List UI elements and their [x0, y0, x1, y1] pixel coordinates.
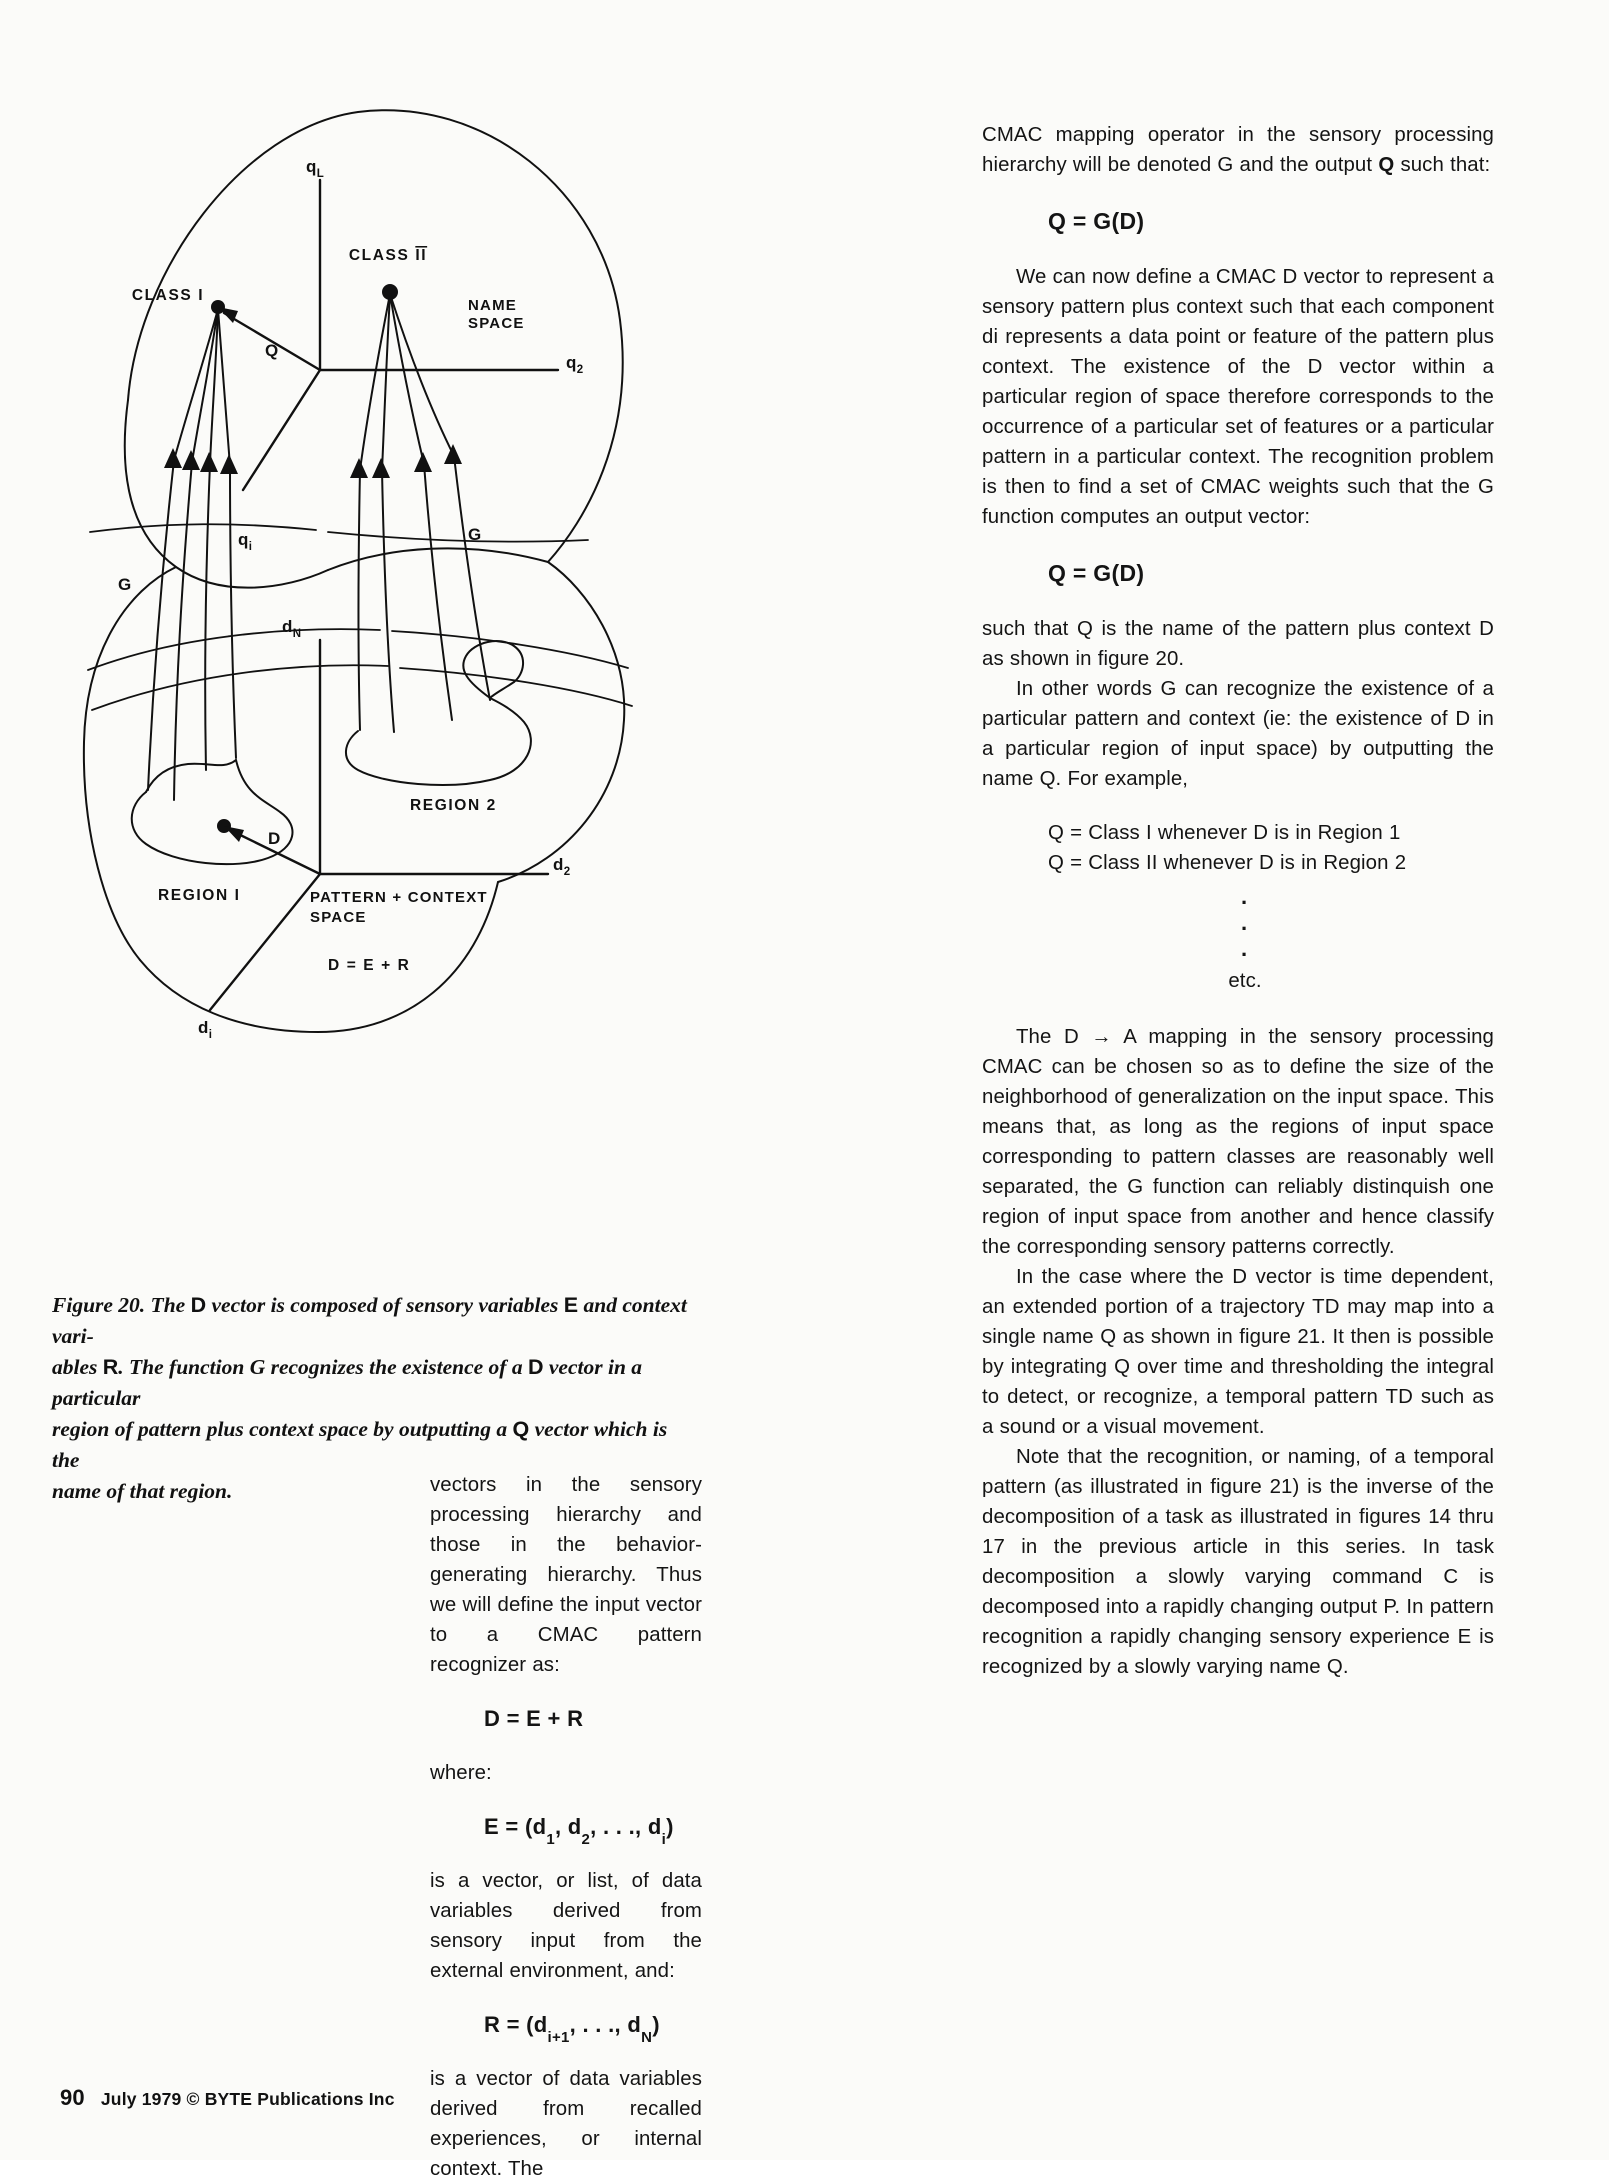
mid-paragraph-2: is a vector, or list, of data variables derived from sensory input from the external environment, and: — [430, 1870, 702, 1982]
label-q2: $q_2$ — [566, 353, 584, 376]
label-pattern-context-1: PATTERN + CONTEXT — [310, 889, 488, 906]
caption-text-2b: . The function G recognizes the existence of a — [118, 1355, 528, 1379]
caption-text-4: name of that region. — [52, 1479, 233, 1503]
label-name-space-2: SPACE — [468, 315, 525, 332]
equation-2-Q-equals-G-D: Q = G(D) — [1048, 560, 1145, 586]
right-paragraph-5: The D → A mapping in the sensory processing CMAC can be chosen so as to define the size of the neighborhood of generalization on the input space. This means that, as long as the regions of input space corresponding to pattern classes are reasonably well separated, the G function can reliably distinquish one region of input space from another and hence classify the corresponding sensory patterns correctly. — [982, 1026, 1494, 1258]
caption-text-1c: and context vari- — [52, 1293, 687, 1348]
caption-text-1b: vector is composed of sensory variables — [206, 1293, 564, 1317]
right-para1-b: such that: — [1394, 154, 1491, 176]
label-qi: $q_i$ — [238, 530, 253, 553]
vertical-dot-3: . — [1240, 936, 1250, 961]
label-region-2: REGION 2 — [410, 797, 497, 814]
page-footer — [60, 2085, 395, 2111]
label-Q-vector: Q — [265, 341, 279, 360]
label-class-1: CLASS I — [131, 287, 205, 304]
caption-text-2a: ables — [52, 1355, 103, 1379]
caption-text-3a: region of pattern plus context space by outputting a — [52, 1417, 513, 1441]
figure-20-diagram — [28, 70, 688, 1300]
page-number: 90 — [60, 2085, 85, 2110]
eq-E-sub-3: i — [661, 1830, 667, 1848]
mid-paragraph-3: is a vector of data variables derived from recalled experiences, or internal context. The — [430, 2068, 702, 2180]
label-class-2: CLASS II — [348, 247, 428, 264]
eq-R-sub-2: N — [641, 2028, 653, 2046]
footer-imprint: July 1979 © BYTE Publications Inc — [100, 2089, 395, 2109]
eq-R-sub-1: i+1 — [547, 2028, 570, 2046]
caption-E: E — [563, 1293, 579, 1317]
mid-where-label: where: — [430, 1762, 492, 1784]
example-line-1: Q = Class I whenever D is in Region 1 — [1048, 822, 1401, 844]
eq-E-sub-1: 1 — [546, 1830, 555, 1848]
right-paragraph-4: In other words G can recognize the existence of a particular pattern and context (ie: the existence of D in a particular region of input space) by outputting the name Q. For example, — [982, 678, 1494, 790]
eq-E-dots: , . . ., d — [590, 1814, 662, 1839]
caption-Q: Q — [512, 1417, 530, 1441]
label-region-1: REGION I — [158, 887, 241, 904]
caption-R: R — [102, 1355, 119, 1379]
etc-label: etc. — [1228, 970, 1262, 992]
label-pattern-context-2: SPACE — [310, 909, 367, 926]
eq-E-mid: , d — [554, 1814, 582, 1839]
eq-E-sub-2: 2 — [581, 1830, 591, 1848]
label-name-space-1: NAME — [468, 297, 517, 314]
right-paragraph-3: such that Q is the name of the pattern plus context D as shown in figure 20. — [982, 618, 1494, 670]
middle-text-column — [430, 1470, 702, 2184]
eq-R-end: ) — [652, 2012, 660, 2037]
label-d2: $d_2$ — [553, 855, 571, 878]
right-text-column — [982, 120, 1494, 1682]
axis-qi — [243, 370, 320, 490]
equation-D-equals-E-plus-R: D = E + R — [484, 1706, 584, 1731]
mid-paragraph-1: vectors in the sensory processing hierarchy and those in the behavior-generating hierarchy. Thus we will define the input vector to a CMAC pattern recognizer as: — [430, 1474, 702, 1676]
label-qL: $q_L$ — [306, 157, 325, 180]
caption-text-3b: vector which is the — [52, 1417, 668, 1472]
vertical-dot-1: . — [1240, 884, 1250, 909]
eq-E-pre: E = (d — [484, 1814, 547, 1839]
eq-R-dots: , . . ., d — [569, 2012, 642, 2037]
example-line-2: Q = Class II whenever D is in Region 2 — [1048, 852, 1407, 874]
caption-text-1: Figure 20. The — [52, 1293, 191, 1317]
equation-1-Q-equals-G-D: Q = G(D) — [1048, 208, 1145, 234]
right-paragraph-6: In the case where the D vector is time dependent, an extended portion of a trajectory TD may map into a single name Q as shown in figure 21. It then is possible by integrating Q over time and thresholding the integral to detect, or recognize, a temporal pattern TD such as a sound or a visual movement. — [982, 1266, 1494, 1438]
label-G-left: G — [118, 575, 132, 594]
eq-R-pre: R = (d — [484, 2012, 548, 2037]
label-G-right: G — [468, 525, 482, 544]
right-paragraph-1 — [982, 120, 1494, 180]
right-para1-a: CMAC mapping operator in the sensory processing hierarchy will be denoted G and the output — [982, 124, 1494, 176]
label-D-vector: D — [268, 829, 281, 848]
label-figure-equation: D = E + R — [328, 957, 411, 974]
right-paragraph-7: Note that the recognition, or naming, of a temporal pattern (as illustrated in figure 21) is the inverse of the decomposition of a task as illustrated in figures 14 thru 17 in the previous article in this series. In task decomposition a slowly varying command C is decomposed into a rapidly changing output P. In pattern recognition a rapidly changing sensory experience E is recognized by a slowly varying name Q. — [982, 1446, 1494, 1678]
caption-D: D — [190, 1293, 207, 1317]
equation-R-vector — [484, 2010, 702, 2046]
caption-text-2c: vector in a particular — [52, 1355, 643, 1410]
label-dN: $d_N$ — [282, 617, 302, 640]
equation-E-vector — [484, 1812, 702, 1848]
label-di: $d_i$ — [198, 1018, 213, 1041]
vertical-dot-2: . — [1240, 910, 1250, 935]
eq-E-end: ) — [666, 1814, 674, 1839]
right-para1-Q: Q — [1378, 154, 1395, 176]
caption-D2: D — [527, 1355, 544, 1379]
right-paragraph-2: We can now define a CMAC D vector to represent a sensory pattern plus context such that each component di represents a data point or feature of the pattern plus context. The existence of the D vector within a particular region of space therefore corresponds to the occurrence of a particular set of features or a particular pattern in a particular context. The recognition problem is then to find a set of CMAC weights such that the G function computes an output vector: — [982, 266, 1494, 528]
